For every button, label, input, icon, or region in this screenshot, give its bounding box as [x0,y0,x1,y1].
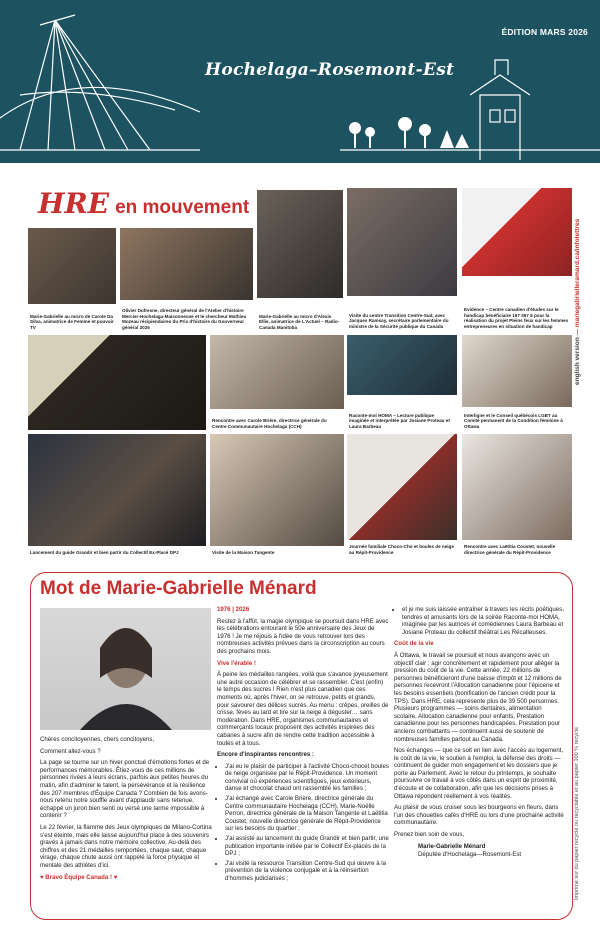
meeting-list [217,763,389,883]
paragraph: La page se tourne sur un hiver ponctué d'émotions fortes et de performances mémorables. Êtiez-vous de ces millions de personnes rivées à leurs écrans, parfois aux petites heures du matin, afin d'admirer le talent, la persévérance et la résilience des 207 membres d'Équipe Canada ? Combien de fois avons-nous retenu notre souffle avant d'applaudir sans retenue, échappé un juron bien senti ou versé une larme impossible à contenir ? [40,759,210,820]
header-banner [0,0,600,163]
photo-8 [347,335,457,430]
edition-label: ÉDITION MARS 2026 [501,27,588,37]
brand-title: Hochelaga–Rosemont-Est [205,60,455,80]
closing: Prenez bien soin de vous, [394,831,465,839]
photo-10 [28,434,206,556]
photo-11 [210,434,344,556]
paragraph: Nos échanges — que ce soit en lien avec l'accès au logement, le coût de la vie, le soutien à l'emploi, la défense des droits — continuent de guider mon engagement et les dossiers que je porte au Parlement. Avec le retour du printemps, je souhaite poursuivre ce travail à vos côtés dans un esprit de proximité, d'écoute et de collaboration, afin que les décisions prises à Ottawa répondent réellement à vos réalités. [394,747,564,800]
photo-2 [120,228,253,331]
photo-6 [28,335,206,430]
signature-name: Marie-Gabrielle Ménard [418,842,486,850]
bravo-line: ♥ Bravo Équipe Canada ! ♥ [40,873,118,881]
photo-caption: Visite du centre Transition Centre-Sud, avec Jacques Ramsay, secrétaire parlementaire du ministre de la Sécurité publique du Canada [349,312,449,329]
photo-caption: Olivier Dufresne, directeur général de l'Atelier d'histoire Mercier-Hochelaga-Maisonneuve et le chercheur Mathieu Mozeau récipiendaires du Prix d'histoire du Gouverneur général 2025 [122,308,247,330]
section-hre: HRE [38,187,110,220]
photo-13 [462,434,572,556]
list-item: • et je me suis laissée entraîner à travers les récits poétiques, tendres et amusants lors de la soirée Raconte-moi HOMA, imaginée par les autrices et comédiennes Laura Barbeau et Josiane Proteau du collectif théâtral Les Récalteuses. [402,606,566,636]
photo-caption: Visite de la Maison Tangente [212,549,275,555]
mot-title: Mot de Marie-Gabrielle Ménard [40,578,317,599]
photo-caption: Rencontre avec Carole Brière, directrice générale du Centre Communautaire Hochelaga (CCH) [212,418,327,429]
portrait-silhouette [40,608,211,730]
photo-7 [210,335,344,430]
list-item: • J'ai visité la ressource Transition Centre-Sud qui œuvre à la prévention de la violence conjugale et à la réinsertion d'hommes judiciarisés ; [225,860,389,883]
photo-caption: Evidence – Centre canadien d'études sur le handicap bénéficiaire 197 357 $ pour la réalisation du projet Pleins feux sur les femmes entrepreneures en situation de handicap [464,307,569,329]
mot-col-1 [40,736,212,885]
photo-3 [257,190,343,331]
photo-1 [28,228,116,331]
paragraph: Le 22 février, la flamme des Jeux olympiques de Milano-Cortina s'est éteinte, mais elle laisse aujourd'hui place à des souvenirs gravés à jamais dans notre mémoire collective. Au-delà des chiffres et des 21 médailles remportées, chaque saut, chaque virage, chaque chute aussi ont rappelé la force physique et mentale des athlètes d'ici. [40,823,212,869]
question: Comment allez-vous ? [40,747,101,755]
photo-caption: Journée familiale Choco-Cho et boules de neige au Répit-Providence [349,544,454,555]
photo-9 [462,335,572,430]
photo-12 [347,434,457,556]
paragraph: Au plaisir de vous croiser sous les bourgeons en fleurs, dans l'un des chouettes cafés d'HRE ou lors d'une prochaine activité communautaire. [394,804,564,827]
paragraph: Restez à l'affût, la magie olympique se poursuit dans HRE avec les célébrations entourant le 50e anniversaire des Jeux de 1976 ! Je me réjouis à l'idée de vous retrouver lors des nombreuses activités prévues dans la circonscription au cours des prochains mois. [217,617,389,655]
paragraph: À peine les médailles rangées, voilà que s'avance joyeusement une autre occasion de célébrer et se rassembler. C'est (enfin) le temps des sucres ! Rien n'est plus canadien que ces moments où, après l'hiver, on se retrouve, petits et grands, pour savourer des délices sucrés. Au menu : crêpes, oreilles de crisse, fèves au lard et tire sur la neige à déguster… sans modération. Dans HRE, organismes communautaires et commerçants locaux proposent des activités inspirées des cabanes à sucre afin de rendre cette tradition accessible à toutes et à tous. [217,671,389,747]
photo-5 [462,188,572,330]
section-title [38,187,249,220]
stadium-illustration [0,0,600,163]
photo-caption: Rencontre avec Laëtitia Coustet, nouvelle directrice générale du Répit-Providence [464,544,556,555]
greeting: Chères concitoyennes, chers concitoyens, [40,736,155,743]
section-rest: en mouvement [115,197,250,218]
photo-4 [347,188,457,330]
meeting-list-cont [394,606,566,636]
list-item: • J'ai assisté au lancement du guide Grandir et bien partir, une publication importante initiée par le Collectif Ex-placés de la DPJ ; [225,835,389,858]
photo-caption: Marie-Gabrielle au micro de Carole Da Silva, animatrice de Femme et pouvoir TV [30,313,114,330]
photo-caption: Marie-Gabrielle au micro d'Alexis Ellie, animatrice de L'Actuel – Radio-Canada Manitoba [259,313,340,330]
subheading: Coût de la vie [394,640,434,648]
print-note: Imprimé sur du papier recyclé ou recyclable et au papier 100 % recyclé [574,726,580,900]
signature-title: Députée d'Hochelaga—Rosemont-Est [418,851,522,859]
subheading: Vive l'érable ! [217,659,256,667]
lang-label: english version [574,337,581,385]
paragraph: À Ottawa, le travail se poursuit et nous avançons avec un objectif clair : agir concrètement et rapidement pour alléger la pression du coût de la vie. Cette année, 22 millions de personnes bénéficieront d'une baisse d'impôt et 12 millions de personnes recevront l'Allocation canadienne pour l'épicerie et les besoins essentiels (bonification de l'ancien crédit pour la TPS). Dans HRE, cela représente plus de 39 500 personnes. Plusieurs programmes — soins dentaires, alimentation scolaire, Allocation canadienne pour enfants, Prestation canadienne pour les personnes handicapées, Prestation pour anciens combattants — continuent aussi de soutenir de nombreuses familles partout au Canada. [394,651,562,743]
portrait-photo [40,608,211,730]
subheading: Encore d'inspirantes rencontres : [217,751,314,759]
newsletter-url[interactable]: — mariegabrielleramard.ca/infolettres [574,218,581,336]
photo-caption: Interligne et le Conseil québécois LGBT au Comité permanent de la Condition féminine à Ottawa [464,412,563,429]
photo-caption: Raconte-moi HOMA – Lecture publique imaginée et interprétée par Josiane Proteau et Laura Barbeau [349,412,450,429]
list-item: • J'ai échangé avec Carole Brière, directrice générale du Centre communautaire Hochelaga (CCH), Marie-Noëlle Perron, directrice générale de la Maison Tangente et Laëtitia Coustet, nouvelle directrice générale de Répit-Providence sur les besoins du quartier ; [225,795,389,833]
photo-caption: Lancement du guide Grandir et bien partir du Collectif Ex-Placé DPJ [30,549,179,555]
mot-col-2 [217,606,389,887]
subheading: 1976 | 2026 [217,606,250,613]
list-item: • J'ai eu le plaisir de participer à l'activité Choco-chocet boules de neige organisée par le Répit-Providence. Un moment convivial où expériences scientifiques, jeux extérieurs, danse et chocolat chaud ont rassemblé les familles ; [225,763,389,793]
side-link[interactable] [574,175,586,385]
mot-col-3 [394,606,566,863]
